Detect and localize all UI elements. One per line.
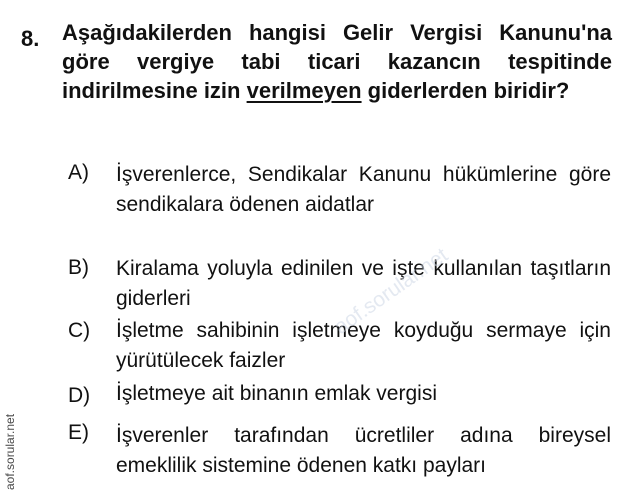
option-d-text[interactable]: İşletmeye ait binanın emlak vergisi [116,382,437,405]
question-underlined-word: verilmeyen [246,78,362,103]
option-e-text[interactable]: İşverenler tarafından ücretliler adına bireysel emeklilik sistemine ödenen katkı payları [116,424,611,477]
side-watermark: aof.sorular.net [3,413,17,490]
option-e-letter[interactable]: E) [68,421,89,444]
option-c-letter[interactable]: C) [68,319,91,342]
option-b-letter[interactable]: B) [68,256,89,279]
diagonal-watermark: aof.sorular.net [330,243,453,339]
question-number: 8. [21,26,40,51]
question-text [62,18,612,105]
option-a-letter[interactable]: A) [68,161,89,184]
option-b-text[interactable]: Kiralama yoluyla edinilen ve işte kullanılan taşıtların giderleri [116,257,611,310]
question-text-before: Aşağıdakilerden hangisi Gelir Vergisi Kanunu'na göre vergiye tabi ticari kazancın tespitinde indirilmesine izin [62,20,612,103]
option-d-letter[interactable]: D) [68,384,91,407]
question-text-after: giderlerden biridir? [361,78,570,103]
option-a-text[interactable]: İşverenlerce, Sendikalar Kanunu hükümlerine göre sendikalara ödenen aidatlar [116,163,611,216]
option-c-text[interactable]: İşletme sahibinin işletmeye koyduğu sermaye için yürütülecek faizler [116,319,611,372]
